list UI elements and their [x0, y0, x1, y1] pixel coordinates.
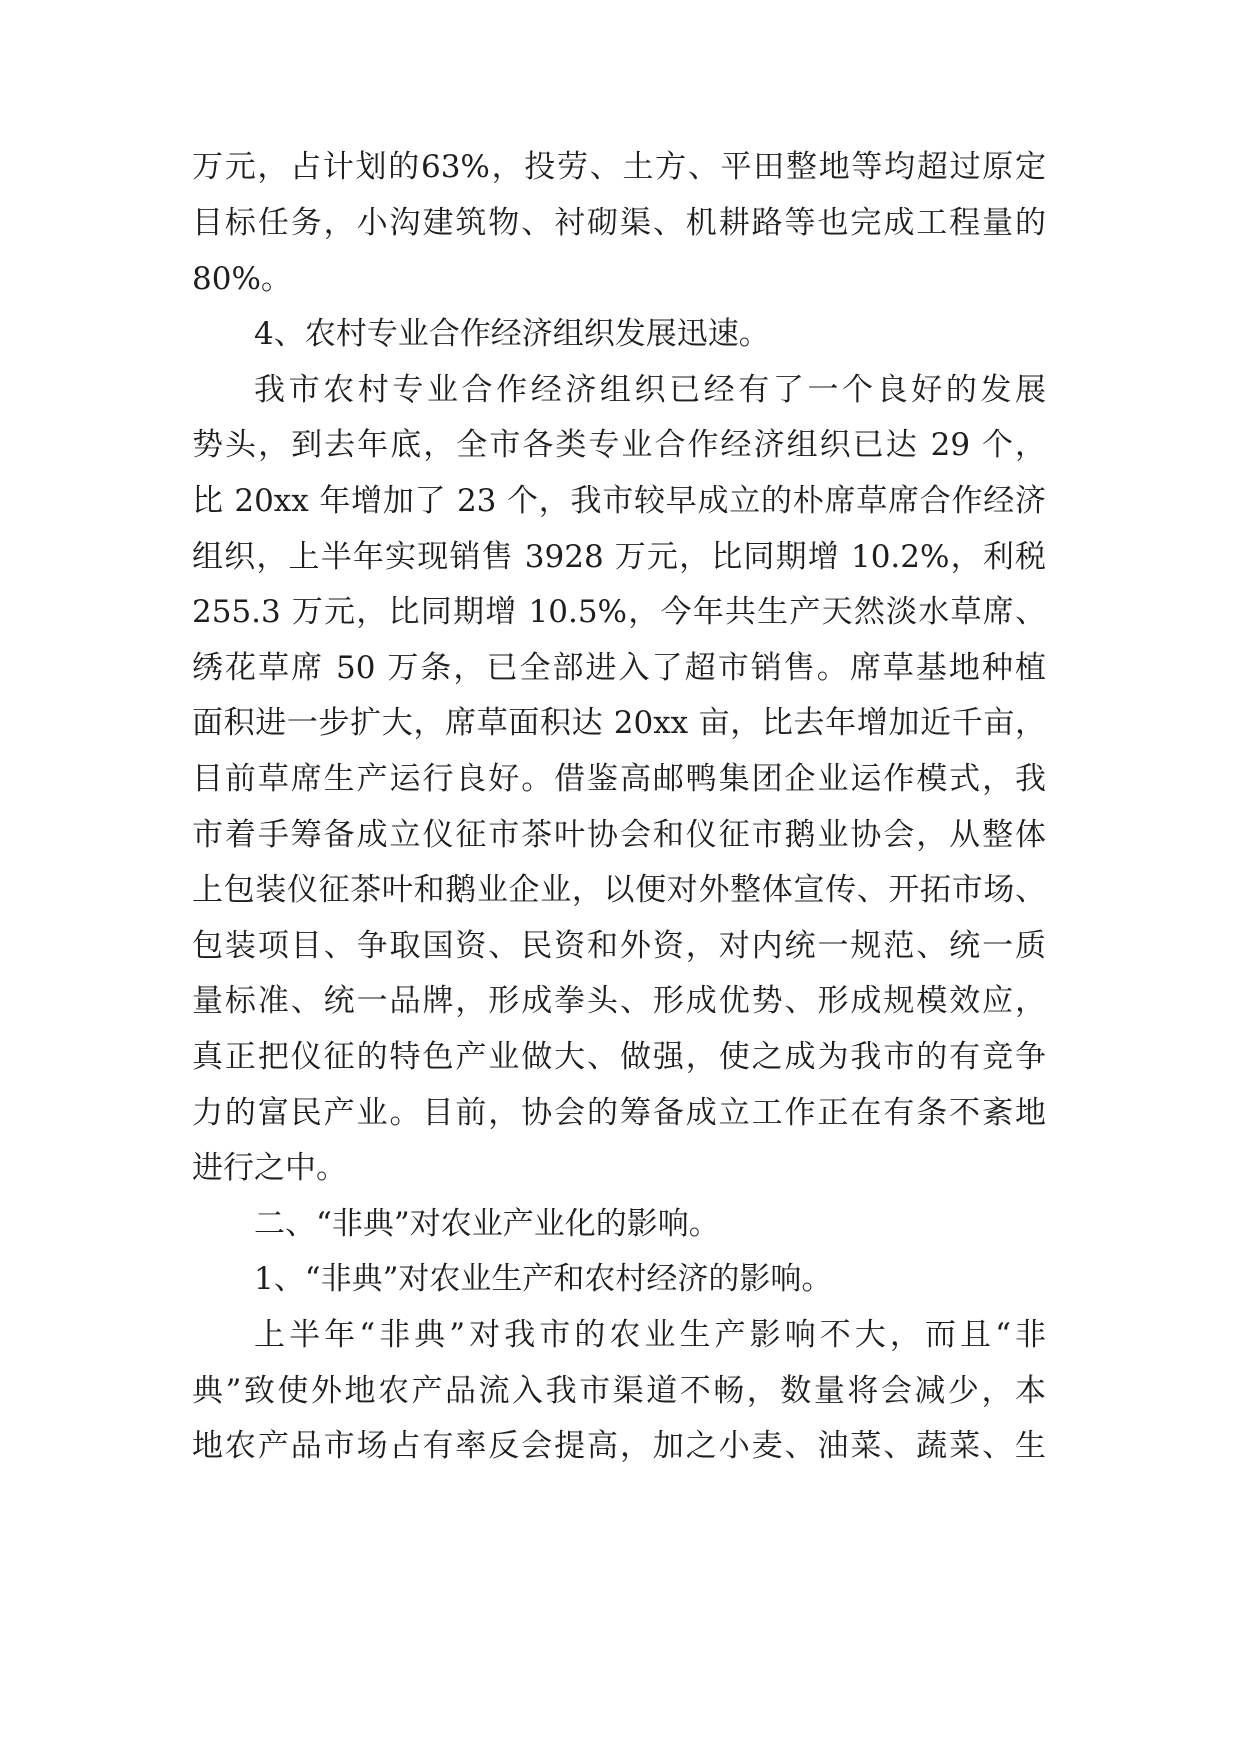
text-line-17: 真正把仪征的特色产业做大、做强，使之成为我市的有竞争	[192, 1039, 1046, 1075]
text-line-19: 进行之中。	[192, 1150, 347, 1186]
text-line-6: 势头，到去年底，全市各类专业合作经济组织已达 29 个，	[192, 427, 1046, 463]
text-line-13: 市着手筹备成立仪征市茶叶协会和仪征市鹅业协会，从整体	[192, 817, 1046, 853]
text-line-2: 目标任务，小沟建筑物、衬砌渠、机耕路等也完成工程量的	[192, 205, 1046, 241]
text-line-3: 80%。	[192, 261, 292, 297]
text-line-8: 组织，上半年实现销售 3928 万元，比同期增 10.2%，利税	[192, 539, 1046, 575]
section-heading-2: 二、“非典”对农业产业化的影响。	[254, 1206, 720, 1242]
text-line-23: 典”致使外地农产品流入我市渠道不畅，数量将会减少，本	[192, 1373, 1046, 1409]
text-line-12: 目前草席生产运行良好。借鉴高邮鸭集团企业运作模式，我	[192, 761, 1046, 797]
text-line-18: 力的富民产业。目前，协会的筹备成立工作正在有条不紊地	[192, 1095, 1046, 1131]
subsection-heading-1: 1、“非典”对农业生产和农村经济的影响。	[254, 1261, 833, 1297]
text-line-15: 包装项目、争取国资、民资和外资，对内统一规范、统一质	[192, 928, 1046, 964]
text-line-24: 地农产品市场占有率反会提高，加之小麦、油菜、蔬菜、生	[192, 1428, 1046, 1464]
text-line-22: 上半年“非典”对我市的农业生产影响不大，而且“非	[254, 1317, 1046, 1353]
section-heading-4: 4、农村专业合作经济组织发展迅速。	[254, 316, 770, 352]
text-line-14: 上包装仪征茶叶和鹅业企业，以便对外整体宣传、开拓市场、	[192, 872, 1046, 908]
text-line-7: 比 20xx 年增加了 23 个，我市较早成立的朴席草席合作经济	[192, 483, 1046, 519]
text-line-10: 绣花草席 50 万条，已全部进入了超市销售。席草基地种植	[192, 650, 1046, 686]
text-line-9: 255.3 万元，比同期增 10.5%，今年共生产天然淡水草席、	[192, 594, 1046, 630]
text-line-5: 我市农村专业合作经济组织已经有了一个良好的发展	[254, 372, 1046, 408]
text-line-16: 量标准、统一品牌，形成拳头、形成优势、形成规模效应，	[192, 983, 1046, 1019]
text-line-11: 面积进一步扩大，席草面积达 20xx 亩，比去年增加近千亩，	[192, 705, 1046, 741]
text-line-1: 万元，占计划的63%，投劳、土方、平田整地等均超过原定	[192, 149, 1046, 185]
